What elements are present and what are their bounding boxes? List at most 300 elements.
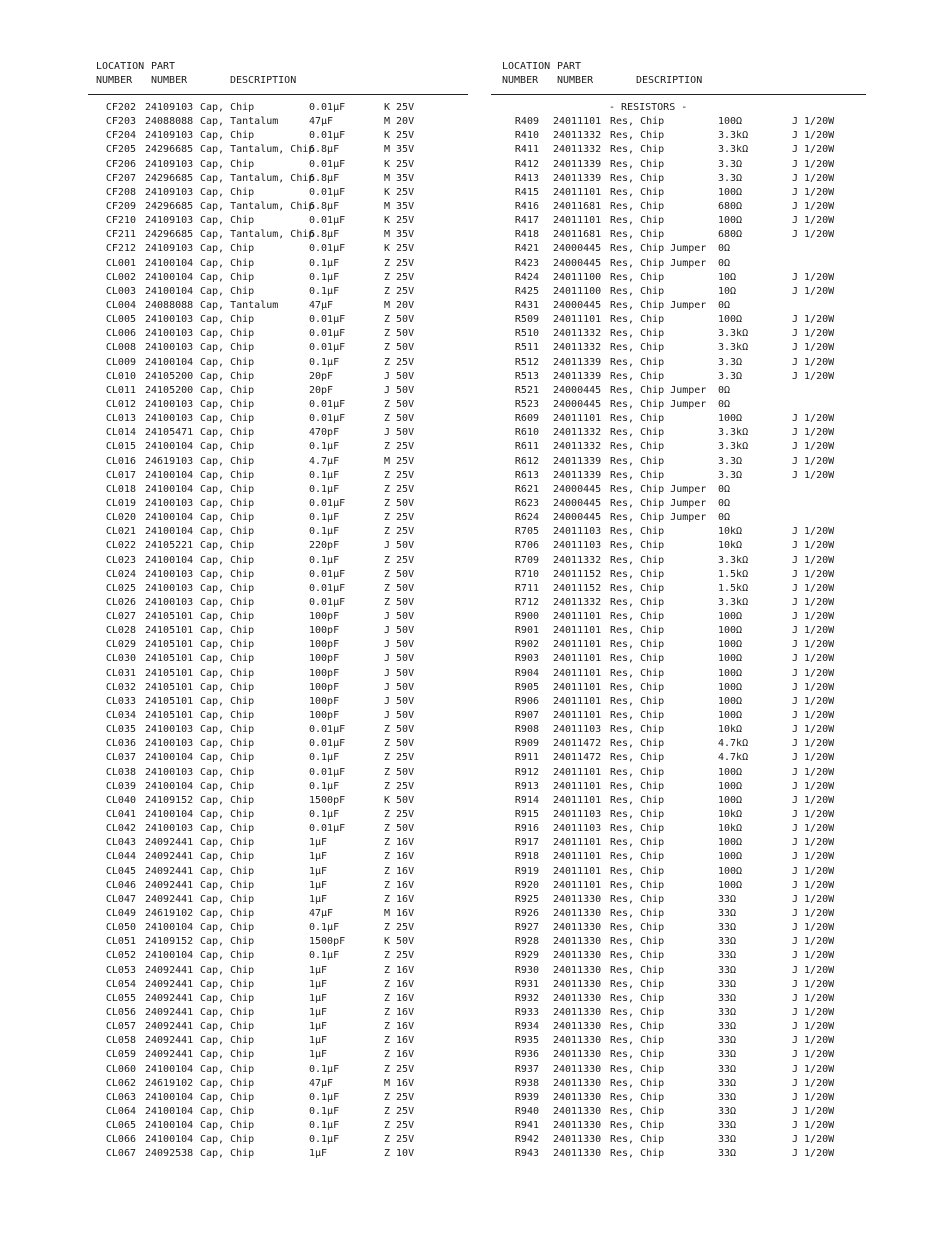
- value: 33Ω: [718, 1049, 737, 1061]
- table-row: [88, 780, 468, 794]
- tolerance-rating: Z 25V: [384, 271, 415, 283]
- location-number: R900: [514, 611, 539, 623]
- part-number: 24109103: [145, 102, 194, 113]
- description: Cap, Chip: [200, 398, 255, 410]
- tolerance-rating: Z 25V: [384, 356, 415, 368]
- part-number: 24000445: [553, 497, 602, 509]
- location-number: R424: [514, 271, 539, 283]
- tolerance-rating: J 1/20W: [792, 780, 835, 792]
- location-number: CL063: [105, 1091, 136, 1103]
- value: 100pF: [309, 710, 340, 722]
- tolerance-rating: Z 25V: [384, 554, 415, 566]
- value: 0.1μF: [309, 483, 340, 495]
- part-number: 24011330: [553, 1049, 602, 1061]
- description: Cap, Chip: [200, 1021, 255, 1033]
- description: Cap, Chip: [200, 964, 255, 976]
- table-row: [88, 412, 468, 426]
- description: Res, Chip Jumper: [610, 257, 707, 269]
- location-number: R939: [514, 1091, 539, 1103]
- description: Res, Chip: [610, 908, 665, 920]
- table-row: [491, 158, 866, 172]
- value: 0.1μF: [309, 809, 340, 821]
- part-number: 24011681: [553, 200, 602, 212]
- location-number: R934: [514, 1021, 539, 1033]
- value: 100Ω: [718, 780, 743, 792]
- section-title: - RESISTORS -: [609, 102, 688, 113]
- value: 100Ω: [718, 639, 743, 651]
- description: Res, Chip: [610, 413, 665, 425]
- tolerance-rating: Z 25V: [384, 512, 415, 524]
- value: 680Ω: [718, 200, 743, 212]
- tolerance-rating: Z 16V: [384, 1021, 415, 1033]
- value: 0.01μF: [309, 738, 346, 750]
- table-row: [88, 242, 468, 256]
- part-number: 24011103: [553, 526, 602, 538]
- value: 0Ω: [718, 384, 731, 396]
- part-number: 24011100: [553, 285, 602, 297]
- description: Res, Chip: [610, 936, 665, 948]
- value: 0.1μF: [309, 752, 340, 764]
- description: Cap, Chip: [200, 681, 255, 693]
- tolerance-rating: J 1/20W: [792, 978, 835, 990]
- description: Res, Chip: [610, 554, 665, 566]
- description: Cap, Tantalum, Chip: [200, 172, 315, 184]
- location-number: CF210: [105, 215, 136, 227]
- location-number: R904: [514, 667, 539, 679]
- part-number: 24296685: [145, 172, 194, 184]
- description: Cap, Chip: [200, 1091, 255, 1103]
- location-number: R612: [514, 455, 539, 467]
- value: 0.01μF: [309, 596, 346, 608]
- tolerance-rating: M 16V: [384, 908, 415, 920]
- description: Res, Chip: [610, 710, 665, 722]
- value: 0.1μF: [309, 271, 340, 283]
- part-number: 24011339: [553, 172, 602, 184]
- tolerance-rating: J 1/20W: [792, 427, 835, 439]
- location-number: CL039: [105, 780, 136, 792]
- part-number: 24105101: [145, 653, 194, 665]
- description: Res, Chip: [610, 978, 665, 990]
- location-number: CL016: [105, 455, 136, 467]
- location-number: R609: [514, 413, 539, 425]
- tolerance-rating: J 50V: [384, 384, 415, 396]
- location-number: R935: [514, 1035, 539, 1047]
- tolerance-rating: J 1/20W: [792, 186, 835, 198]
- part-number: 24109103: [145, 158, 194, 170]
- description: Res, Chip: [610, 893, 665, 905]
- table-row: [491, 525, 866, 539]
- table-row: [88, 568, 468, 582]
- part-number: 24092441: [145, 879, 194, 891]
- part-number: 24100104: [145, 922, 194, 934]
- value: 0.1μF: [309, 780, 340, 792]
- part-number: 24011101: [553, 625, 602, 637]
- table-row: [88, 525, 468, 539]
- table-row: [491, 172, 866, 186]
- value: 0.01μF: [309, 158, 346, 170]
- part-number: 24100104: [145, 554, 194, 566]
- table-row: [491, 1147, 866, 1161]
- table-row: [491, 554, 866, 568]
- value: 100Ω: [718, 611, 743, 623]
- value: 100Ω: [718, 653, 743, 665]
- description: Res, Chip Jumper: [610, 512, 707, 524]
- location-number: CL022: [105, 540, 136, 552]
- description: Cap, Chip: [200, 512, 255, 524]
- description: Cap, Chip: [200, 837, 255, 849]
- part-number: 24100103: [145, 766, 194, 778]
- description: Cap, Chip: [200, 879, 255, 891]
- part-number: 24011330: [553, 964, 602, 976]
- location-number: R413: [514, 172, 539, 184]
- description: Res, Chip: [610, 681, 665, 693]
- tolerance-rating: J 50V: [384, 667, 415, 679]
- tolerance-rating: Z 50V: [384, 413, 415, 425]
- description: Res, Chip: [610, 780, 665, 792]
- table-row: [88, 214, 468, 228]
- part-number: 24100103: [145, 568, 194, 580]
- location-number: R409: [514, 116, 539, 128]
- description: Cap, Chip: [200, 922, 255, 934]
- part-number: 24092441: [145, 1035, 194, 1047]
- location-number: CL001: [105, 257, 136, 269]
- location-number: R929: [514, 950, 539, 962]
- tolerance-rating: Z 25V: [384, 526, 415, 538]
- description: Res, Chip: [610, 116, 665, 128]
- tolerance-rating: Z 25V: [384, 809, 415, 821]
- tolerance-rating: J 1/20W: [792, 215, 835, 227]
- value: 0.01μF: [309, 823, 346, 835]
- table-row: [88, 893, 468, 907]
- part-number: 24100104: [145, 1091, 194, 1103]
- location-number: R933: [514, 1007, 539, 1018]
- value: 0.01μF: [309, 342, 346, 354]
- description: Cap, Chip: [200, 1063, 255, 1075]
- value: 0.1μF: [309, 922, 340, 934]
- tolerance-rating: Z 25V: [384, 780, 415, 792]
- table-row: [88, 610, 468, 624]
- tolerance-rating: J 1/20W: [792, 469, 835, 481]
- value: 0.01μF: [309, 243, 346, 255]
- part-number: 24100103: [145, 328, 194, 340]
- tolerance-rating: J 1/20W: [792, 356, 835, 368]
- value: 1.5kΩ: [718, 582, 749, 594]
- description: Cap, Chip: [200, 653, 255, 665]
- table-row: [491, 766, 866, 780]
- description: Cap, Chip: [200, 356, 255, 368]
- location-number: R907: [514, 710, 539, 722]
- location-number: R431: [514, 299, 539, 311]
- tolerance-rating: J 50V: [384, 681, 415, 693]
- tolerance-rating: J 1/20W: [792, 200, 835, 212]
- location-number: R915: [514, 809, 539, 821]
- description: Res, Chip: [610, 285, 665, 297]
- value: 1μF: [309, 851, 328, 863]
- description: Cap, Chip: [200, 314, 255, 326]
- description: Res, Chip: [610, 271, 665, 283]
- description: Cap, Chip: [200, 667, 255, 679]
- right-parts-column: [491, 60, 866, 1160]
- value: 4.7μF: [309, 455, 340, 467]
- location-number: CL008: [105, 342, 136, 354]
- value: 33Ω: [718, 1007, 737, 1018]
- value: 1μF: [309, 1148, 328, 1160]
- location-number: R513: [514, 370, 539, 382]
- location-number: CL057: [105, 1021, 136, 1033]
- tolerance-rating: Z 16V: [384, 992, 415, 1004]
- table-row: [491, 1034, 866, 1048]
- location-number: R919: [514, 865, 539, 877]
- value: 100Ω: [718, 667, 743, 679]
- description: Res, Chip: [610, 441, 665, 453]
- value: 6.8μF: [309, 144, 340, 156]
- location-number: R423: [514, 257, 539, 269]
- tolerance-rating: J 1/20W: [792, 738, 835, 750]
- description: Res, Chip: [610, 639, 665, 651]
- table-row: [491, 949, 866, 963]
- description: Cap, Chip: [200, 384, 255, 396]
- description: Res, Chip: [610, 328, 665, 340]
- part-number: 24100103: [145, 342, 194, 354]
- value: 0.1μF: [309, 554, 340, 566]
- tolerance-rating: Z 16V: [384, 879, 415, 891]
- location-number: R521: [514, 384, 539, 396]
- value: 1μF: [309, 964, 328, 976]
- location-number: R711: [514, 582, 539, 594]
- table-row: [491, 299, 866, 313]
- value: 6.8μF: [309, 200, 340, 212]
- description: Res, Chip: [610, 809, 665, 821]
- part-number: 24011332: [553, 130, 602, 142]
- description: Res, Chip: [610, 752, 665, 764]
- location-number: CL045: [105, 865, 136, 877]
- table-row: [88, 426, 468, 440]
- part-number: 24011330: [553, 1134, 602, 1146]
- table-row: [88, 129, 468, 143]
- location-number: R611: [514, 441, 539, 453]
- location-number: CL056: [105, 1007, 136, 1018]
- value: 0.1μF: [309, 1063, 340, 1075]
- value: 0.01μF: [309, 328, 346, 340]
- description: Res, Chip: [610, 158, 665, 170]
- value: 47μF: [309, 299, 334, 311]
- tolerance-rating: J 1/20W: [792, 879, 835, 891]
- description: Cap, Chip: [200, 1148, 255, 1160]
- tolerance-rating: Z 25V: [384, 922, 415, 934]
- value: 100Ω: [718, 116, 743, 128]
- table-row: [491, 582, 866, 596]
- description-header: DESCRIPTION: [230, 75, 297, 86]
- part-number: 24105101: [145, 710, 194, 722]
- part-number: 24100103: [145, 738, 194, 750]
- location-number: R903: [514, 653, 539, 665]
- location-number: R916: [514, 823, 539, 835]
- tolerance-rating: J 1/20W: [792, 992, 835, 1004]
- table-row: [88, 158, 468, 172]
- tolerance-rating: J 1/20W: [792, 1007, 835, 1018]
- table-row: [88, 440, 468, 454]
- location-number: R901: [514, 625, 539, 637]
- tolerance-rating: J 1/20W: [792, 158, 835, 170]
- table-row: [491, 440, 866, 454]
- description: Cap, Chip: [200, 1134, 255, 1146]
- location-number: CF205: [105, 144, 136, 156]
- location-number: CL020: [105, 512, 136, 524]
- location-number: R937: [514, 1063, 539, 1075]
- description: Res, Chip: [610, 865, 665, 877]
- description: Res, Chip: [610, 879, 665, 891]
- part-number: 24109103: [145, 243, 194, 255]
- tolerance-rating: Z 50V: [384, 314, 415, 326]
- location-number: CL003: [105, 285, 136, 297]
- tolerance-rating: J 1/20W: [792, 1120, 835, 1132]
- part-header-line2: NUMBER: [557, 75, 594, 86]
- location-number: R512: [514, 356, 539, 368]
- tolerance-rating: J 1/20W: [792, 1148, 835, 1160]
- tolerance-rating: Z 16V: [384, 893, 415, 905]
- value: 33Ω: [718, 992, 737, 1004]
- location-number: CL024: [105, 568, 136, 580]
- part-number: 24011330: [553, 1091, 602, 1103]
- location-number: CL004: [105, 299, 136, 311]
- table-row: [491, 865, 866, 879]
- location-number: CL044: [105, 851, 136, 863]
- tolerance-rating: J 1/20W: [792, 1035, 835, 1047]
- location-number: CL033: [105, 695, 136, 707]
- description: Res, Chip: [610, 1049, 665, 1061]
- tolerance-rating: J 1/20W: [792, 611, 835, 623]
- value: 0Ω: [718, 257, 731, 269]
- description: Res, Chip: [610, 766, 665, 778]
- description: Res, Chip: [610, 1091, 665, 1103]
- part-number: 24092441: [145, 893, 194, 905]
- location-number: CL047: [105, 893, 136, 905]
- tolerance-rating: Z 50V: [384, 398, 415, 410]
- part-number: 24092441: [145, 851, 194, 863]
- value: 3.3kΩ: [718, 554, 749, 566]
- tolerance-rating: J 1/20W: [792, 1049, 835, 1061]
- table-row: [88, 483, 468, 497]
- tolerance-rating: M 20V: [384, 299, 415, 311]
- part-number: 24011101: [553, 780, 602, 792]
- description: Cap, Chip: [200, 158, 255, 170]
- value: 3.3Ω: [718, 455, 743, 467]
- location-number: R930: [514, 964, 539, 976]
- location-number: R940: [514, 1105, 539, 1117]
- value: 0.01μF: [309, 413, 346, 425]
- tolerance-rating: J 1/20W: [792, 794, 835, 806]
- part-number: 24000445: [553, 257, 602, 269]
- value: 100Ω: [718, 766, 743, 778]
- part-number: 24011332: [553, 328, 602, 340]
- table-row: [88, 356, 468, 370]
- tolerance-rating: J 1/20W: [792, 851, 835, 863]
- value: 0.01μF: [309, 186, 346, 198]
- location-number: CL038: [105, 766, 136, 778]
- tolerance-rating: Z 25V: [384, 483, 415, 495]
- part-number: 24619102: [145, 908, 194, 920]
- description: Cap, Chip: [200, 710, 255, 722]
- value: 0.01μF: [309, 102, 346, 113]
- part-number: 24011152: [553, 582, 602, 594]
- tolerance-rating: Z 50V: [384, 823, 415, 835]
- value: 220pF: [309, 540, 340, 552]
- description: Cap, Chip: [200, 328, 255, 340]
- description: Res, Chip: [610, 130, 665, 142]
- part-number: 24011103: [553, 724, 602, 736]
- table-row: [88, 313, 468, 327]
- parts-table-left: [88, 101, 468, 1162]
- description: Cap, Chip: [200, 257, 255, 269]
- tolerance-rating: Z 25V: [384, 257, 415, 269]
- value: 33Ω: [718, 1035, 737, 1047]
- description: Cap, Chip: [200, 1077, 255, 1089]
- part-number: 24100103: [145, 314, 194, 326]
- value: 100Ω: [718, 413, 743, 425]
- part-number: 24100104: [145, 1063, 194, 1075]
- location-number: CL043: [105, 837, 136, 849]
- description: Cap, Chip: [200, 1120, 255, 1132]
- part-number: 24100104: [145, 780, 194, 792]
- part-number: 24109103: [145, 130, 194, 142]
- location-number: CF204: [105, 130, 136, 142]
- tolerance-rating: M 35V: [384, 229, 415, 241]
- location-number: CF203: [105, 116, 136, 128]
- tolerance-rating: K 25V: [384, 130, 415, 142]
- location-number: CL066: [105, 1134, 136, 1146]
- description: Cap, Chip: [200, 1049, 255, 1061]
- value: 33Ω: [718, 936, 737, 948]
- value: 3.3kΩ: [718, 596, 749, 608]
- location-number: CL042: [105, 823, 136, 835]
- tolerance-rating: J 1/20W: [792, 1091, 835, 1103]
- description: Res, Chip Jumper: [610, 497, 707, 509]
- description: Res, Chip: [610, 653, 665, 665]
- value: 3.3kΩ: [718, 441, 749, 453]
- location-number: CL021: [105, 526, 136, 538]
- location-number: CL012: [105, 398, 136, 410]
- value: 20pF: [309, 370, 334, 382]
- description: Res, Chip Jumper: [610, 243, 707, 255]
- value: 0.01μF: [309, 215, 346, 227]
- table-row: [88, 554, 468, 568]
- table-row: [88, 370, 468, 384]
- part-number: 24105101: [145, 667, 194, 679]
- tolerance-rating: J 1/20W: [792, 285, 835, 297]
- value: 3.3Ω: [718, 158, 743, 170]
- table-row: [88, 1006, 468, 1020]
- location-header-line2: NUMBER: [502, 75, 539, 86]
- part-header-line2: NUMBER: [151, 75, 188, 86]
- description: Cap, Chip: [200, 469, 255, 481]
- table-row: [88, 327, 468, 341]
- location-number: CL031: [105, 667, 136, 679]
- value: 470pF: [309, 427, 340, 439]
- part-number: 24100103: [145, 413, 194, 425]
- location-number: CL027: [105, 611, 136, 623]
- value: 0.01μF: [309, 497, 346, 509]
- part-number: 24100104: [145, 512, 194, 524]
- description: Res, Chip: [610, 469, 665, 481]
- tolerance-rating: Z 25V: [384, 285, 415, 297]
- location-number: CL025: [105, 582, 136, 594]
- description: Res, Chip: [610, 186, 665, 198]
- location-number: CF207: [105, 172, 136, 184]
- table-row: [491, 143, 866, 157]
- part-number: 24100103: [145, 582, 194, 594]
- tolerance-rating: J 1/20W: [792, 1134, 835, 1146]
- tolerance-rating: J 50V: [384, 427, 415, 439]
